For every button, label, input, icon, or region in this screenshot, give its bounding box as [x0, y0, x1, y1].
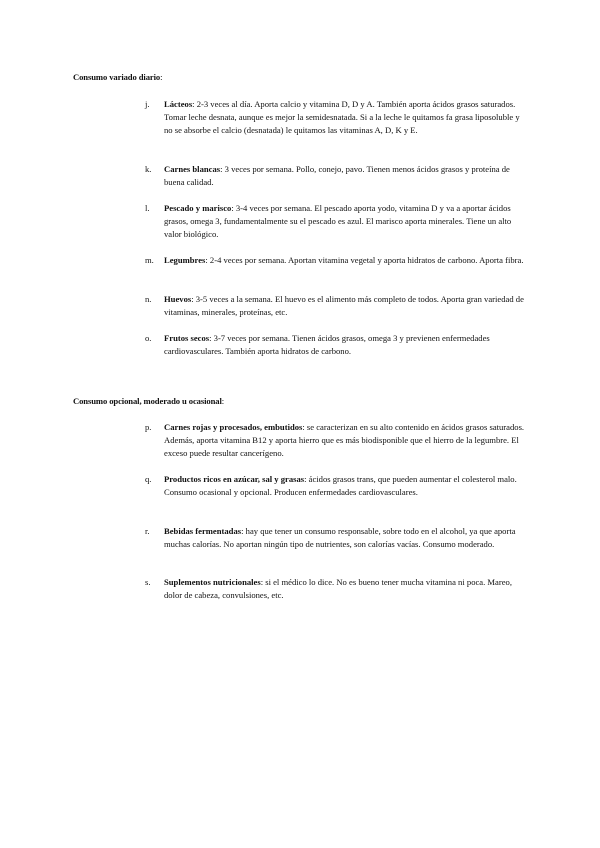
- item-description: : hay que tener un consumo responsable, sobre todo en el alcohol, ya que aporta muchas calorías. No aportan ningún tipo de nutrientes, son calorías vacías. Consumo moderado.: [164, 526, 516, 549]
- item-description: : se caracterizan en su alto contenido en ácidos grasos saturados. Además, aporta vitamina B12 y aporta hierro que es más biodisponible que el hierro de la legumbre. El exceso puede resultar cancerígeno.: [164, 422, 525, 458]
- section-title: Consumo opcional, moderado u ocasional:: [73, 396, 225, 406]
- item-description: : 3-7 veces por semana. Tienen ácidos grasos, omega 3 y previenen enfermedades cardiovasculares. También aporta hidratos de carbono.: [164, 333, 490, 356]
- list-marker: l.: [145, 203, 150, 213]
- item-description: : 2-4 veces por semana. Aportan vitamina vegetal y aporta hidratos de carbono. Aporta fibra.: [205, 255, 524, 265]
- list-marker: j.: [145, 99, 150, 109]
- item-term: Bebidas fermentadas: [164, 526, 242, 536]
- item-description: : 2-3 veces al día. Aporta calcio y vitamina D, D y A. También aporta ácidos grasos saturados. Tomar leche desnata, aunque es mejor la semidesnatada. Si a la leche le quitamos fa grasa liposoluble y no se absorbe el calcio (desnatada) le quitamos las vitaminas A, D, K y E.: [164, 99, 520, 135]
- item-description: : 3-5 veces a la semana. El huevo es el alimento más completo de todos. Aporta gran variedad de vitaminas, minerales, proteínas, etc.: [164, 294, 524, 317]
- item-term: Productos ricos en azúcar, sal y grasas: [164, 474, 305, 484]
- item-description: : 3-4 veces por semana. El pescado aporta yodo, vitamina D y va a aportar ácidos grasos, omega 3, fundamentalmente su el pescado es azul. El marisco aporta minerales. Tiene un alto valor biológico.: [164, 203, 512, 239]
- list-item: [145, 525, 530, 551]
- list-item: [145, 576, 530, 602]
- list-item: [145, 473, 530, 499]
- list-marker: q.: [145, 474, 152, 484]
- item-term: Pescado y marisco: [164, 203, 232, 213]
- item-term: Huevos: [164, 294, 192, 304]
- list-marker: k.: [145, 164, 152, 174]
- list-item: [145, 254, 530, 267]
- list-item: [145, 98, 530, 137]
- list-item: [145, 332, 530, 358]
- list-marker: s.: [145, 577, 151, 587]
- item-term: Legumbres: [164, 255, 206, 265]
- list-marker: r.: [145, 526, 150, 536]
- item-description: : 3 veces por semana. Pollo, conejo, pavo. Tienen menos ácidos grasos y proteína de buena calidad.: [164, 164, 510, 187]
- item-term: Lácteos: [164, 99, 193, 109]
- list-item: [145, 293, 530, 319]
- item-term: Frutos secos: [164, 333, 210, 343]
- item-term: Carnes blancas: [164, 164, 221, 174]
- list-marker: n.: [145, 294, 152, 304]
- item-description: : si el médico lo dice. No es bueno tener mucha vitamina ni poca. Mareo, dolor de cabeza, convulsiones, etc.: [164, 577, 512, 600]
- list-marker: o.: [145, 333, 152, 343]
- item-description: : ácidos grasos trans, que pueden aumentar el colesterol malo. Consumo ocasional y opcional. Producen enfermedades cardiovasculares.: [164, 474, 517, 497]
- item-term: Carnes rojas y procesados, embutidos: [164, 422, 303, 432]
- list-marker: m.: [145, 255, 154, 265]
- list-item: [145, 202, 530, 241]
- section-title: Consumo variado diario:: [73, 72, 163, 82]
- list-item: [145, 421, 530, 460]
- list-marker: p.: [145, 422, 152, 432]
- item-term: Suplementos nutricionales: [164, 577, 261, 587]
- list-item: [145, 163, 530, 189]
